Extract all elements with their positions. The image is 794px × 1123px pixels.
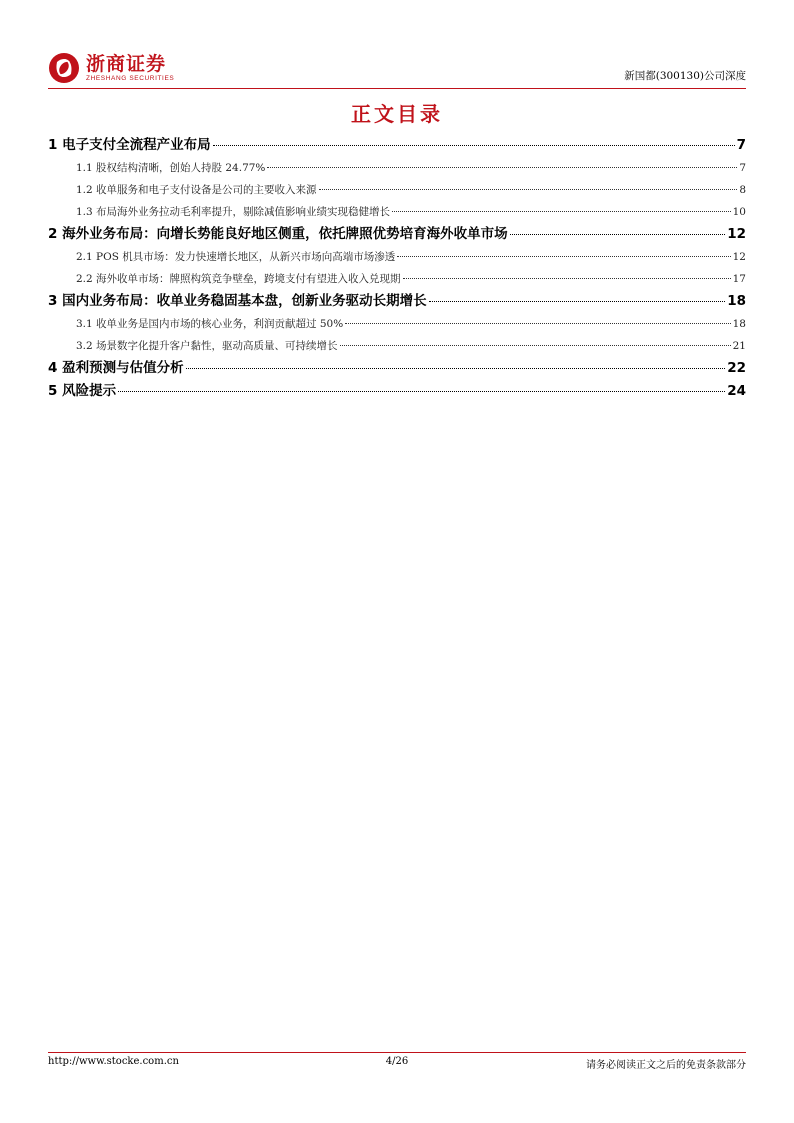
toc-entry-page: 21: [732, 340, 746, 352]
toc-entry-label: 2.1 POS 机具市场：发力快速增长地区，从新兴市场向高端市场渗透: [76, 251, 396, 263]
toc-dot-leader: [118, 391, 725, 392]
toc-entry-label: 2 海外业务布局：向增长势能良好地区侧重，依托牌照优势培育海外收单市场: [48, 226, 508, 242]
toc-subsection-entry[interactable]: [48, 179, 746, 201]
toc-entry-page: 12: [727, 226, 746, 242]
toc-subsection-entry[interactable]: [48, 268, 746, 290]
footer-disclaimer: 请务必阅读正文之后的免责条款部分: [586, 1060, 746, 1071]
toc-dot-leader: [397, 256, 730, 257]
toc-entry-page: 8: [739, 184, 746, 196]
toc-dot-leader: [429, 301, 726, 302]
toc-entry-page: 22: [727, 360, 746, 376]
toc-entry-label: 1.2 收单服务和电子支付设备是公司的主要收入来源: [76, 184, 317, 196]
toc-entry-page: 17: [732, 273, 746, 285]
table-of-contents: [48, 134, 746, 403]
toc-entry-page: 18: [727, 293, 746, 309]
report-tag: 新国都(300130)公司深度: [624, 70, 746, 82]
toc-entry-label: 4 盈利预测与估值分析: [48, 360, 184, 376]
toc-dot-leader: [267, 167, 737, 168]
toc-entry-page: 7: [739, 162, 746, 174]
toc-entry-label: 3 国内业务布局：收单业务稳固基本盘，创新业务驱动长期增长: [48, 293, 427, 309]
page-number: 4/26: [385, 1056, 409, 1067]
toc-entry-label: 5 风险提示: [48, 383, 117, 399]
toc-entry-label: 1 电子支付全流程产业布局: [48, 137, 211, 153]
footer-url-link[interactable]: http://www.stocke.com.cn: [48, 1056, 179, 1067]
toc-entry-page: 12: [732, 251, 746, 263]
toc-section-entry[interactable]: [48, 134, 746, 157]
toc-dot-leader: [186, 368, 726, 369]
toc-title: 正文目录: [351, 102, 443, 126]
logo-chinese-name: 浙商证券: [86, 53, 167, 75]
toc-subsection-entry[interactable]: [48, 157, 746, 179]
toc-entry-label: 1.3 布局海外业务拉动毛利率提升，剔除减值影响业绩实现稳健增长: [76, 206, 391, 218]
toc-entry-label: 2.2 海外收单市场：牌照构筑竞争壁垒，跨境支付有望进入收入兑现期: [76, 273, 401, 285]
toc-entry-label: 1.1 股权结构清晰，创始人持股 24.77%: [76, 162, 266, 174]
toc-entry-page: 10: [732, 206, 746, 218]
logo-english-name: ZHESHANG SECURITIES: [86, 75, 175, 82]
company-logo: [48, 48, 174, 88]
toc-subsection-entry[interactable]: [48, 246, 746, 268]
toc-entry-page: 18: [732, 318, 746, 330]
zheshang-logo-icon: [48, 52, 80, 84]
toc-section-entry[interactable]: [48, 290, 746, 313]
footer-divider: [48, 1052, 746, 1053]
toc-section-entry[interactable]: [48, 380, 746, 403]
toc-dot-leader: [340, 345, 731, 346]
toc-entry-page: 24: [727, 383, 746, 399]
page-header: [48, 48, 746, 88]
toc-dot-leader: [510, 234, 726, 235]
toc-entry-label: 3.1 收单业务是国内市场的核心业务，利润贡献超过 50%: [76, 318, 344, 330]
toc-section-entry[interactable]: [48, 223, 746, 246]
toc-entry-page: 7: [736, 137, 746, 153]
toc-section-entry[interactable]: [48, 357, 746, 380]
toc-subsection-entry[interactable]: [48, 335, 746, 357]
toc-dot-leader: [319, 189, 738, 190]
toc-dot-leader: [392, 211, 731, 212]
toc-dot-leader: [213, 145, 735, 146]
header-divider: [48, 88, 746, 89]
toc-dot-leader: [403, 278, 731, 279]
toc-subsection-entry[interactable]: [48, 201, 746, 223]
toc-entry-label: 3.2 场景数字化提升客户黏性，驱动高质量、可持续增长: [76, 340, 338, 352]
toc-dot-leader: [345, 323, 730, 324]
toc-subsection-entry[interactable]: [48, 313, 746, 335]
